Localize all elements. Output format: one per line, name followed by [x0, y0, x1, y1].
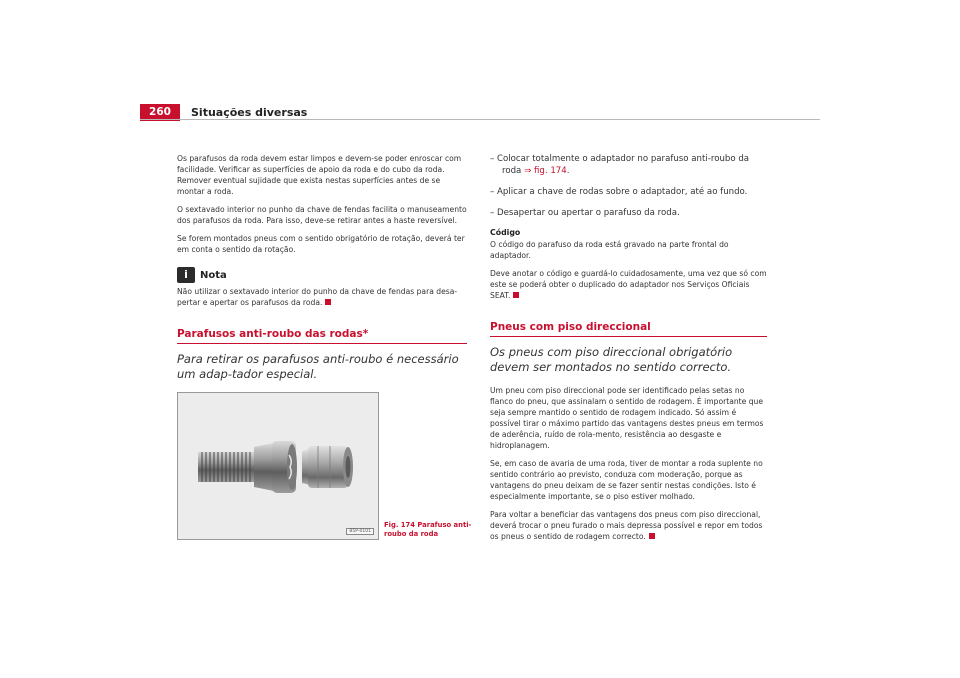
threaded-shaft [198, 452, 254, 482]
paragraph: Os parafusos da roda devem estar limpos e devem-se poder enroscar com facilidade. Verificar as superfícies de apoio da roda e do cubo da roda. Remover eventual sujidade que exista nestas superfícies antes de se montar a roda. [177, 154, 462, 196]
section-title-directional-tyres: Pneus com piso direccional [490, 321, 767, 337]
right-column [490, 153, 767, 549]
subheading-codigo: Código [490, 228, 521, 237]
stop-square-icon [513, 292, 519, 298]
paragraph-content: Deve anotar o código e guardá-lo cuidadosamente, uma vez que só com este se poderá obter o duplicado do adaptador nos Serviços Oficiais SEAT. [490, 269, 767, 300]
paragraph [490, 509, 767, 542]
section-subtitle-anti-theft: Para retirar os parafusos anti-roubo é necessário um adap-tador especial. [177, 352, 459, 381]
paragraph: Se, em caso de avaria de uma roda, tiver de montar a roda suplente no sentido contrário ao previsto, conduza com moderação, porque as vantagens do pneu deixam de se fazer sentir nestas condições. Isto é especialmente importante, se o piso estiver molhado. [490, 459, 763, 501]
paragraph-content: Para voltar a beneficiar das vantagens dos pneus com piso direccional, deverá trocar o pneu furado o mais depressa possível e repor em todos os pneus o sentido de rodagem correcto. [490, 510, 763, 541]
stop-square-icon [649, 533, 655, 539]
step-item [490, 153, 767, 177]
section-title-anti-theft: Parafusos anti-roubo das rodas* [177, 328, 467, 344]
paragraph: O sextavado interior no punho da chave de fendas facilita o manuseamento dos parafusos da roda. Para isso, deve-se retirar antes a haste reversível. [177, 205, 467, 225]
adapter [302, 446, 353, 488]
running-header-title: Situações diversas [191, 106, 308, 119]
paragraph [490, 268, 767, 301]
note-title: Nota [200, 269, 227, 281]
section-subtitle-directional-tyres: Os pneus com piso direccional obrigatório devem ser montados no sentido correcto. [490, 345, 733, 374]
step-text: – Colocar totalmente o adaptador no parafuso anti-roubo da roda [490, 154, 750, 176]
note-text-content: Não utilizar o sextavado interior do punho da chave de fendas para desa-pertar e apertar os parafusos da roda. [177, 287, 458, 307]
stop-square-icon [325, 299, 331, 305]
paragraph: O código do parafuso da roda está gravado na parte frontal do adaptador. [490, 240, 729, 260]
step-item: – Desapertar ou apertar o parafuso da roda. [490, 208, 680, 218]
left-column [177, 153, 467, 540]
info-note-icon: i [177, 267, 195, 283]
bolt-head [254, 441, 297, 493]
figure-link[interactable]: ⇒ fig. 174 [524, 166, 567, 176]
paragraph: Se forem montados pneus com o sentido obrigatório de rotação, deverá ter em conta o sentido da rotação. [177, 234, 465, 254]
bolt-illustration [178, 393, 378, 539]
paragraph: Um pneu com piso direccional pode ser identificado pelas setas no flanco do pneu, que assinalam o sentido de rodagem. É importante que seja sempre mantido o sentido de rodagem indicado. Só assim é possível tirar o máximo partido das vantagens destes pneus em termos de aderência, ruído de rola-mento, resistência ao desgaste e hidroplanagem. [490, 386, 764, 450]
step-punctuation: . [566, 166, 570, 176]
header-rule [140, 119, 820, 120]
step-item: – Aplicar a chave de rodas sobre o adaptador, até ao fundo. [490, 187, 748, 197]
page-number: 260 [140, 104, 180, 121]
figure-code: B5P-0101 [346, 528, 374, 535]
note-text [177, 286, 467, 308]
figure-caption: Fig. 174 Parafuso anti-roubo da roda [384, 521, 472, 538]
note-header [177, 267, 467, 283]
figure-anti-theft-bolt [177, 392, 379, 540]
